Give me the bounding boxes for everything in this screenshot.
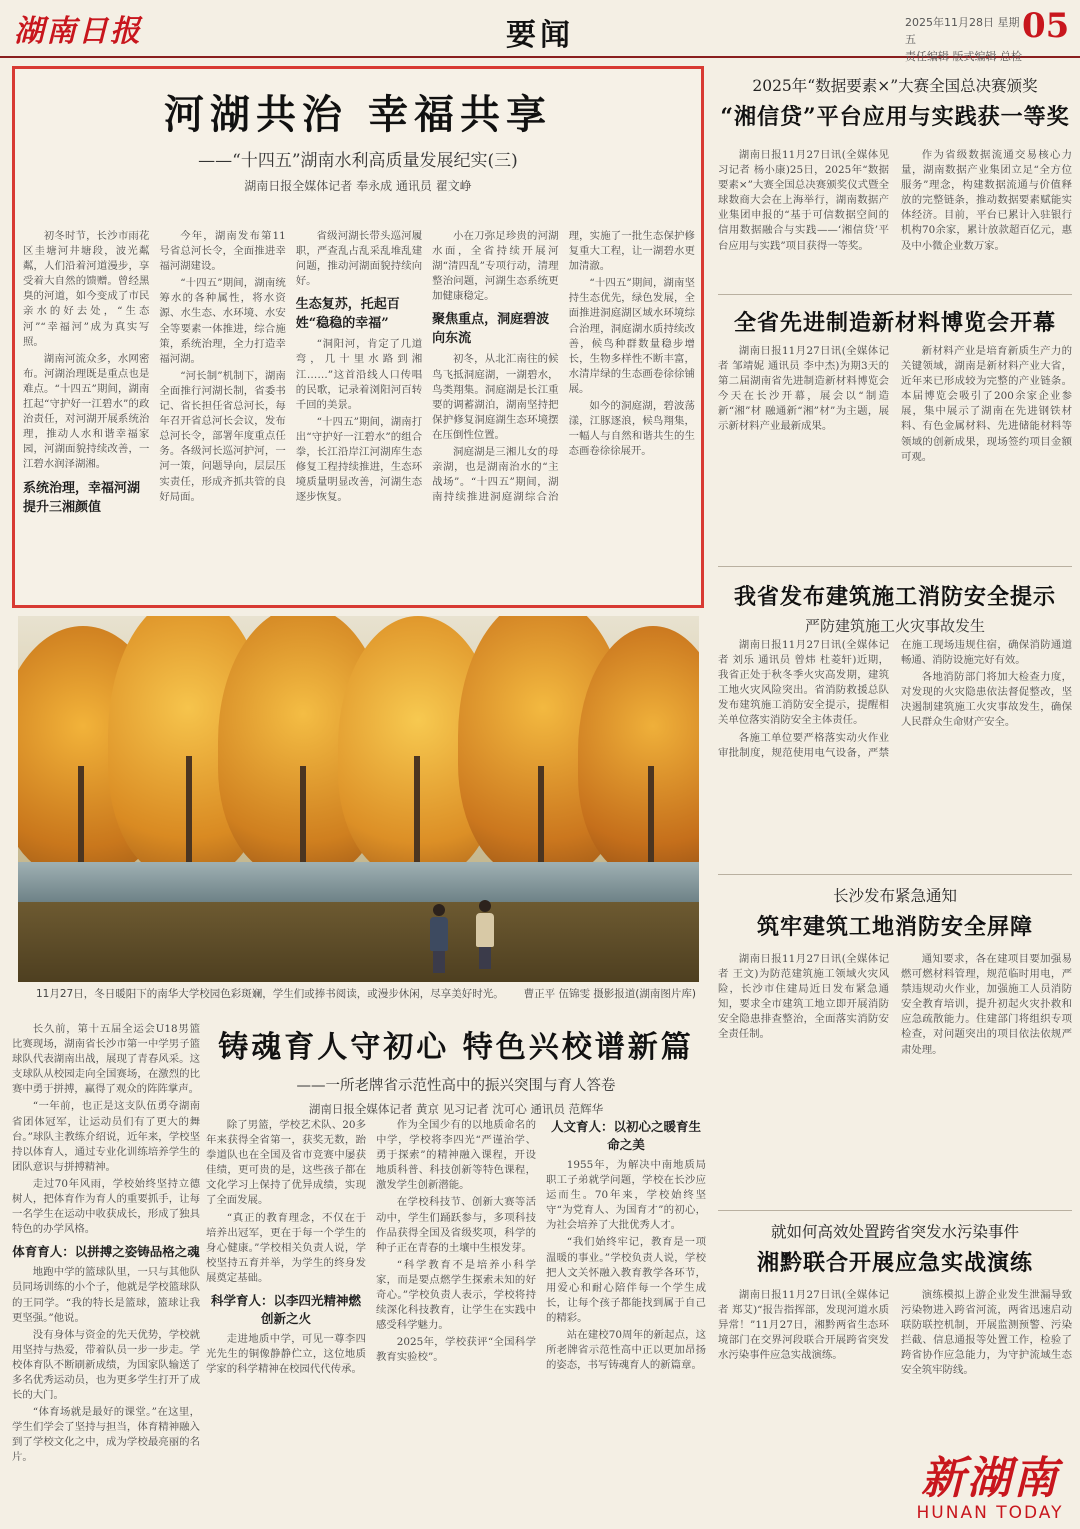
paragraph: 初冬时节，长沙市雨花区圭塘河井塘段，波光粼粼，人们沿着河道漫步，享受着大自然的馈赠。曾经黑臭的河道，如今变成了市民亲水的好去处，“生态河”“幸福河”成为真实写照。 — [23, 230, 150, 348]
article-kicker: 长沙发布紧急通知 — [832, 887, 957, 905]
divider — [718, 1210, 1072, 1211]
newspaper-logo: 湖南日报 — [14, 14, 142, 49]
paragraph: “体育场就是最好的课堂。”在这里，学生们学会了坚持与担当，体育精神融入到了学校文化之中，成为学校最亮丽的名片。 — [12, 1406, 200, 1464]
paragraph: 走进地质中学，可见一尊李四光先生的铜像静静伫立，这位地质学家的科学精神在校园代代传承。 — [206, 1333, 366, 1376]
article-kicker: 就如何高效处置跨省突发水污染事件 — [770, 1223, 1019, 1241]
paragraph: “我们始终牢记，教育是一项温暖的事业。”学校负责人说，学校把人文关怀融入教育教学各环节，用爱心和耐心陪伴每一个学生成长，让每个孩子都能找到属于自己的精彩。 — [546, 1236, 706, 1324]
article-headline[interactable]: 全省先进制造新材料博览会开幕 — [733, 310, 1056, 336]
sports-column — [12, 1022, 200, 1522]
paragraph: 湖南日报11月27日讯(全媒体见习记者 杨小康)25日，2025年“数据要素×”大赛全国总决赛颁奖仪式暨全球数商大会在上海举行，湖南数据产业集团申报的“基于可信数据空间的信用数据融合与实践——‘湘信贷’平台应用与实践”项目获得一等奖。 — [718, 149, 889, 252]
paragraph: 除了男篮，学校艺术队、20多年来获得全省第一，获奖无数，跆拳道队也在全国及省市竞赛中屡获佳绩，更可贵的是，这些孩子都在文化学习上保持了优异成绩，实现了全面发展。 — [206, 1119, 366, 1207]
photo-credit: 曹正平 伍锦雯 摄影报道(湖南图片库) — [523, 988, 696, 1000]
school-subheadline: ——一所老牌省示范性高中的振兴突围与育人答卷 — [296, 1078, 616, 1094]
section-heading: 科学育人：以李四光精神燃创新之火 — [210, 1293, 361, 1327]
paragraph: “十四五”期间，湖南坚持生态优先，绿色发展，全面推进洞庭湖区域水环境综合治理，洞庭湖水质持续改善，候鸟种群数量稳步增长，生物多样性不断丰富，水清岸绿的生态画卷徐徐铺展。 — [568, 277, 695, 395]
data-award-article[interactable] — [718, 74, 1072, 131]
date-info — [905, 14, 1025, 65]
lead-body — [23, 229, 695, 601]
fire-safety-body — [718, 638, 1072, 870]
paragraph: 通知要求，各在建项目要加强易燃可燃材料管理，规范临时用电，严禁违规动火作业，加强施工人员消防安全教育培训，提升初起火灾扑救和应急疏散能力。住建部门将组织专项检查，对问题突出的项目依法依规严肃处理。 — [901, 953, 1072, 1056]
materials-expo-body — [718, 344, 1072, 564]
changsha-notice-article[interactable] — [718, 884, 1072, 941]
materials-expo-article[interactable] — [718, 302, 1072, 337]
lead-byline: 湖南日报全媒体记者 奉永成 通讯员 翟文峥 — [244, 179, 472, 193]
article-headline[interactable]: 湘黔联合开展应急实战演练 — [756, 1250, 1033, 1276]
page-number: 05 — [1022, 6, 1070, 46]
paragraph: 湖南河流众多，水网密布。河湖治理既是重点也是难点。“十四五”期间，湖南扛起“守护好一江碧水”的政治责任，对河湖开展系统治理，推动人水和谐幸福家园，河湖面貌持续改善，一江碧水润泽湖湘。 — [23, 352, 150, 471]
lead-section-heading: 系统治理，幸福河湖提升三湘颜值 — [23, 480, 141, 515]
watermark-logo: 新湖南 — [921, 1453, 1059, 1504]
article-headline[interactable]: 我省发布建筑施工消防安全提示 — [733, 584, 1056, 610]
issue-date: 2025年11月28日 星期五 — [905, 16, 1020, 46]
paragraph: “洞阳河，肯定了几道弯，几十里水路到湘江……”这首沿线人口传唱的民歌，记录着浏阳河百转千回的美景。 — [295, 338, 423, 411]
paragraph: 没有身体与资金的先天优势，学校就用坚持与热爱，带着队员一步一步走。学校体育队不断刷新成绩，为国家队输送了多名优秀运动员，也为更多学生打开了成长的大门。 — [12, 1328, 200, 1402]
lead-headline[interactable]: 河湖共治 幸福共享 — [164, 91, 552, 138]
article-headline[interactable]: 筑牢建筑工地消防安全屏障 — [756, 914, 1033, 940]
right-column — [718, 66, 1072, 1526]
school-article[interactable] — [206, 1018, 706, 1526]
section-heading: 体育育人：以拼搏之姿铸品格之魂 — [12, 1244, 200, 1260]
news-photo[interactable] — [18, 616, 699, 982]
paragraph: “科学教育不是培养小科学家，而是要点燃学生探索未知的好奇心。”学校负责人表示，学校将持续深化科技教育，让学生在实践中感受科学魅力。 — [376, 1258, 536, 1332]
paragraph: 走过70年风雨，学校始终坚持立德树人，把体育作为育人的重要抓手，让每一名学生在运动中收获成长，形成了独具特色的办学风格。 — [12, 1177, 200, 1236]
lead-subheadline: ——“十四五”湖南水利高质量发展纪实(三) — [198, 151, 518, 171]
paragraph: 1955年，为解决中南地质局职工子弟就学问题，学校在长沙应运而生。70年来，学校始终坚守“为党育人、为国育才”的初心，为社会培养了大批优秀人才。 — [546, 1159, 706, 1232]
paragraph: 地跑中学的篮球队里，一只与其他队员同场训练的小个子，他就是学校篮球队的王同学。“我的特长是篮球，篮球让我更坚强。”他说。 — [12, 1266, 200, 1324]
photo-caption — [36, 986, 696, 1001]
school-headline[interactable]: 铸魂育人守初心 特色兴校谱新篇 — [218, 1030, 694, 1065]
paragraph: 作为省级数据流通交易核心力量，湖南数据产业集团立足“全方位服务”理念，构建数据流通与价值释放的完整链条，推动数据要素赋能实体经济。目前，平台已累计入驻银行机构70余家，累计放款超百亿元，惠及中小微企业数万家。 — [901, 149, 1072, 252]
paragraph: “真正的教育理念，不仅在于培养出冠军，更在于每一个学生的身心健康。”学校相关负责人说，学校坚持五育并举，为学生的终身发展奠定基础。 — [206, 1211, 366, 1284]
article-kicker: 2025年“数据要素×”大赛全国总决赛颁奖 — [752, 77, 1038, 95]
lead-section-heading: 聚焦重点，洞庭碧波向东流 — [432, 312, 550, 347]
paragraph: “河长制”机制下，湖南全面推行河湖长制，省委书记、省长担任省总河长，每年召开省总河长会议，发布总河长令，部署年度重点任务。各级河长巡河护河，一河一策，问题导向，层层压实责任，形成齐抓共管的良好局面。 — [159, 369, 286, 503]
paragraph: 省级河湖长带头巡河履职，严查乱占乱采乱堆乱建问题，推动河湖面貌持续向好。 — [295, 230, 423, 288]
paragraph: 演练模拟上游企业发生泄漏导致污染物进入跨省河流，两省迅速启动联防联控机制，开展监测预警、污染拦截、信息通报等处置工作，检验了跨省协作应急能力，为守护流域生态安全筑牢防线。 — [901, 1289, 1072, 1377]
paragraph: 新材料产业是培育新质生产力的关键领域，湖南是新材料产业大省，近年来已形成较为完整的产业链条。本届博览会吸引了200余家企业参展，集中展示了湖南在先进钢铁材料、有色金属材料、先进储能材料等领域的创新成果，现场签约项目金额可观。 — [901, 345, 1072, 463]
masthead — [0, 0, 1080, 63]
section-heading: 人文育人：以初心之暖育生命之美 — [550, 1119, 701, 1152]
article-subheadline: 严防建筑施工火灾事故发生 — [804, 617, 985, 635]
school-body — [206, 1118, 706, 1526]
section-title: 要闻 — [506, 18, 574, 53]
paragraph: 2025年，学校获评“全国科学教育实验校”。 — [376, 1336, 536, 1364]
divider — [718, 294, 1072, 295]
paragraph: 小在刀弥足珍贵的河湖水面，全省持续开展河湖“清四乱”专项行动，清理整治问题，河湖生态系统更加健康稳定。 — [432, 230, 559, 303]
student-figure — [430, 904, 448, 973]
paragraph: 湖南日报11月27日讯(全媒体记者 刘乐 通讯员 曾炜 杜菱轩)近期，我省正处于秋冬季火灾高发期，建筑工地火灾风险突出。省消防救援总队发布建筑施工消防安全提示，提醒相关单位落实消防安全主体责任。 — [718, 639, 889, 727]
paragraph: 在学校科技节、创新大赛等活动中，学生们踊跃参与，多项科技作品获得全国及省级奖项，科学的种子正在青春的土壤中生根发芽。 — [376, 1196, 536, 1254]
article-headline[interactable]: “湘信贷”平台应用与实践获一等奖 — [720, 104, 1070, 130]
watermark-english: HUNAN TODAY — [916, 1503, 1064, 1523]
school-byline: 湖南日报全媒体记者 黄京 见习记者 沈可心 通讯员 范辉华 — [308, 1102, 604, 1116]
paragraph: 站在建校70周年的新起点，这所老牌省示范性高中正以更加昂扬的姿态，书写铸魂育人的新篇章。 — [546, 1329, 706, 1372]
paragraph: “一年前，也正是这支队伍勇夺湖南省团体冠军，让运动员们有了更大的舞台。”球队主教练介绍说，近年来，学校坚持以体育人，通过专业化训练培养学生的团队意识与拼搏精神。 — [12, 1100, 200, 1173]
divider — [718, 874, 1072, 875]
changsha-notice-body — [718, 952, 1072, 1204]
paragraph: “十四五”期间，湖南打出“守护好一江碧水”的组合拳，长江沿岸江河湖库生态修复工程持续推进，生态环境质量明显改善，河湖生态逐步恢复。 — [295, 415, 423, 504]
caption-text: 11月27日，冬日暖阳下的南华大学校园色彩斑斓，学生们或捧书阅读，或漫步休闲，尽享美好时光。 — [36, 988, 504, 1000]
lead-section-heading: 生态复苏，托起百姓“稳稳的幸福” — [295, 297, 400, 332]
paragraph: 湖南日报11月27日讯(全媒体记者 王文)为防范建筑施工领域火灾风险，长沙市住建局近日发布紧急通知，要求全市建筑工地立即开展消防安全隐患排查整治，全面落实消防安全责任制。 — [718, 953, 889, 1041]
lead-article[interactable] — [12, 66, 704, 608]
paragraph: 今年，湖南发布第11号省总河长令，全面推进幸福河湖建设。 — [159, 230, 286, 273]
paragraph: 洞庭湖是三湘儿女的母亲湖，也是湖南治水的“主战场”。“十四五”期间，湖南持续推进洞庭湖综合治理，实施了一批生态保护修复重大工程，让一湖碧水更加清澈。 — [432, 230, 695, 504]
edition-editors: 责任编辑 版式编辑 总检 — [905, 50, 1022, 63]
paragraph: 各地消防部门将加大检查力度，对发现的火灾隐患依法督促整改，坚决遏制建筑施工火灾事故发生，确保人民群众生命财产安全。 — [901, 671, 1072, 729]
drill-article[interactable] — [718, 1220, 1072, 1277]
student-figure — [476, 900, 494, 969]
paragraph: 各施工单位要严格落实动火作业审批制度，规范使用电气设备，严禁在施工现场违规住宿，确保消防通道畅通、消防设施完好有效。 — [718, 639, 1072, 759]
paragraph: 如今的洞庭湖，碧波荡漾，江豚逐浪，候鸟翔集，一幅人与自然和谐共生的生态画卷徐徐展开。 — [568, 400, 695, 458]
paragraph: 长久前，第十五届全运会U18男篮比赛现场，湖南省长沙市第一中学男子篮球队代表湖南出战，展现了青春风采。这支球队从校园走向全国赛场，在激烈的比赛中勇于拼搏，赢得了观众的阵阵掌声。 — [12, 1023, 200, 1096]
paragraph: 初冬，从北汇南往的候鸟飞抵洞庭湖，一湖碧水，鸟类翔集。洞庭湖是长江重要的调蓄湖泊，湖南坚持把保护修复洞庭湖生态环境摆在压倒性位置。 — [432, 353, 559, 441]
paragraph: 湖南日报11月27日讯(全媒体记者 邹靖妮 通讯员 李中杰)为期3天的第二届湖南省先进制造新材料博览会今天在长沙开幕，展会以“制造新“湘”材 融通新“湘”材”为主题，展示新材料产业最新成果。 — [718, 345, 889, 433]
photo-lake — [18, 862, 699, 902]
paragraph: “十四五”期间，湖南统筹水的各种属性，将水资源、水生态、水环境、水安全等要素一体推进，综合施策，系统治理，全力打造幸福河湖。 — [159, 277, 286, 365]
fire-safety-article[interactable] — [718, 576, 1072, 636]
paragraph: 作为全国少有的以地质命名的中学，学校将李四光“严谨治学、勇于探索”的精神融入课程，开设地质科普、科技创新等特色课程，激发学生创新潜能。 — [376, 1119, 536, 1192]
divider — [718, 566, 1072, 567]
brand-watermark — [905, 1455, 1075, 1523]
paragraph: 湖南日报11月27日讯(全媒体记者 郑艾)“报告指挥部，发现河道水质异常！”11月27日，湘黔两省生态环境部门在交界河段联合开展跨省突发水污染事件应急实战演练。 — [718, 1289, 889, 1362]
photo-ground — [18, 902, 699, 982]
